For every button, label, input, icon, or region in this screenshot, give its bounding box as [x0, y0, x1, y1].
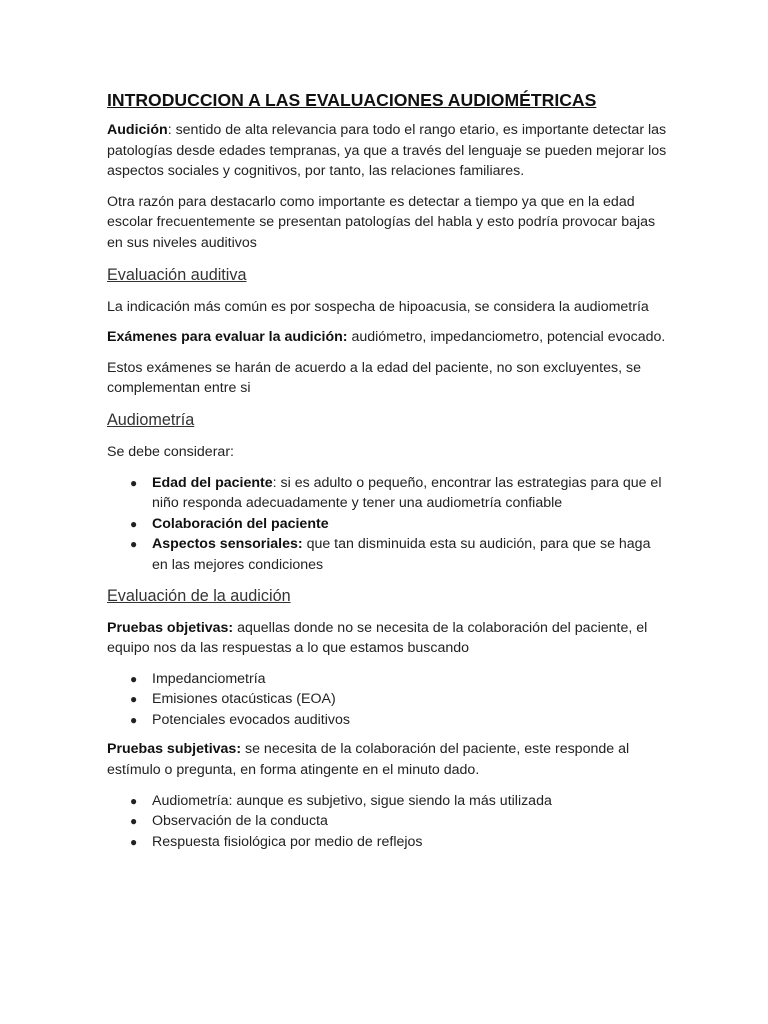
- subjective-term: Pruebas subjetivas:: [107, 741, 242, 758]
- list-item-text: que tan disminuida esta su audición, para que se haga en las mejores condiciones: [152, 536, 651, 573]
- bullet-icon: ●: [130, 537, 138, 552]
- section1-paragraph-3: Estos exámenes se harán de acuerdo a la edad del paciente, no son excluyentes, se complementan entre si: [107, 359, 641, 397]
- bullet-icon: ●: [130, 671, 138, 686]
- objective-paragraph: [107, 618, 667, 659]
- document-page: [107, 88, 667, 861]
- list-item: [107, 811, 667, 832]
- intro-term: Audición: [107, 122, 168, 138]
- bullet-icon: ●: [130, 814, 138, 829]
- list-item-term: Aspectos sensoriales:: [152, 536, 303, 553]
- subjective-list: [107, 791, 667, 853]
- objective-list: [107, 669, 667, 731]
- bullet-icon: ●: [130, 692, 138, 707]
- list-item: [107, 791, 667, 812]
- section1-paragraph-1: La indicación más común es por sospecha de hipoacusia, se considera la audiometría: [107, 298, 649, 315]
- list-item: [107, 710, 667, 731]
- subjective-paragraph: [107, 739, 667, 780]
- bullet-icon: ●: [130, 793, 138, 808]
- heading-evaluacion-audicion: Evaluación de la audición: [107, 586, 291, 605]
- section2-list: [107, 473, 667, 576]
- section1-term: Exámenes para evaluar la audición:: [107, 329, 348, 346]
- list-item-text: : si es adulto o pequeño, encontrar las estrategias para que el niño responda adecuadamente y tener una audiometría confiable: [152, 474, 662, 512]
- list-item: [107, 534, 667, 575]
- bullet-icon: ●: [130, 475, 138, 490]
- section2-intro: Se debe considerar:: [107, 443, 234, 460]
- list-item: [107, 473, 667, 514]
- list-item: [107, 832, 667, 853]
- section1-paragraph-2: [107, 327, 667, 348]
- list-item-text: Observación de la conducta: [152, 813, 328, 830]
- objective-term: Pruebas objetivas:: [107, 619, 234, 636]
- intro-text: : sentido de alta relevancia para todo el rango etario, es importante detectar las patologías desde edades tempranas, ya que a través del lenguaje se pueden mejorar los aspectos sociales y cognitivos, por tanto, las relaciones familiares.: [107, 122, 667, 180]
- list-item-text: Audiometría: aunque es subjetivo, sigue siendo la más utilizada: [152, 792, 552, 809]
- heading-evaluacion-auditiva: Evaluación auditiva: [107, 265, 247, 284]
- list-item-text: Potenciales evocados auditivos: [152, 711, 350, 728]
- list-item-text: Emisiones otacústicas (EOA): [152, 691, 336, 708]
- bullet-icon: ●: [130, 516, 138, 531]
- list-item-term: Edad del paciente: [152, 474, 273, 491]
- objective-text: aquellas donde no se necesita de la colaboración del paciente, el equipo nos da las respuestas a lo que estamos buscando: [107, 619, 648, 657]
- heading-audiometria: Audiometría: [107, 410, 195, 429]
- document-title: INTRODUCCION A LAS EVALUACIONES AUDIOMÉTRICAS: [107, 90, 597, 110]
- section1-term-text: audiómetro, impedanciometro, potencial evocado.: [347, 329, 666, 346]
- list-item-text: Impedanciometría: [152, 670, 266, 687]
- list-item: [107, 689, 667, 710]
- list-item-term: Colaboración del paciente: [152, 515, 329, 532]
- subjective-text: se necesita de la colaboración del paciente, este responde al estímulo o pregunta, en forma atingente en el minuto dado.: [107, 741, 630, 779]
- list-item: [107, 669, 667, 690]
- intro-paragraph: [107, 120, 667, 182]
- intro-paragraph-2: Otra razón para destacarlo como importante es detectar a tiempo ya que en la edad escolar frecuentemente se presentan patologías del habla y esto podría provocar bajas en sus niveles auditivos: [107, 193, 656, 251]
- list-item-text: Respuesta fisiológica por medio de reflejos: [152, 833, 423, 850]
- bullet-icon: ●: [130, 712, 138, 727]
- list-item: [107, 514, 667, 535]
- bullet-icon: ●: [130, 834, 138, 849]
